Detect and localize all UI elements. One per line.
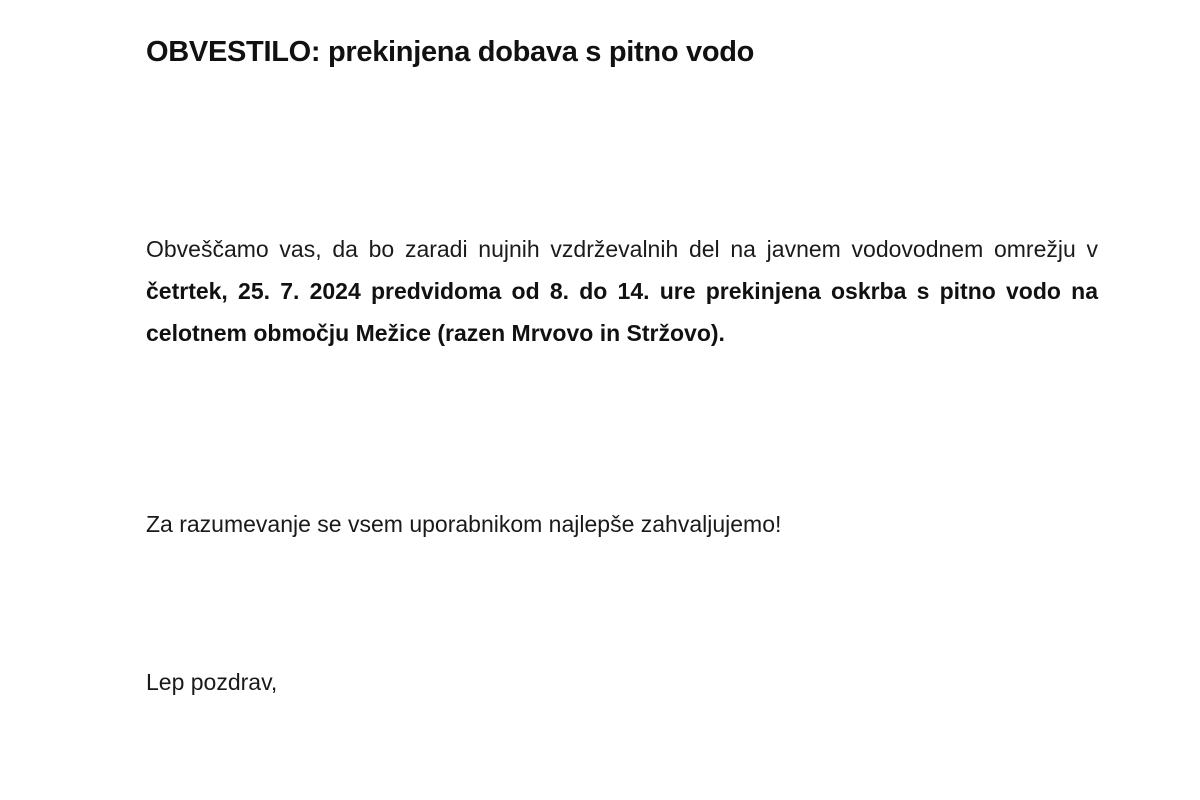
notice-paragraph xyxy=(146,228,1098,354)
notice-highlight-text: četrtek, 25. 7. 2024 predvidoma od 8. do 14. ure prekinjena oskrba s pitno vodo na celotnem območju Mežice (razen Mrvovo in Stržovo). xyxy=(146,278,1098,346)
thanks-paragraph: Za razumevanje se vsem uporabnikom najlepše zahvaljujemo! xyxy=(146,511,782,537)
document-title: OBVESTILO: prekinjena dobava s pitno vodo xyxy=(146,36,755,68)
greeting-line: Lep pozdrav, xyxy=(146,669,278,695)
notice-intro-text: Obveščamo vas, da bo zaradi nujnih vzdrževalnih del na javnem vodovodnem omrežju v xyxy=(146,236,1098,262)
